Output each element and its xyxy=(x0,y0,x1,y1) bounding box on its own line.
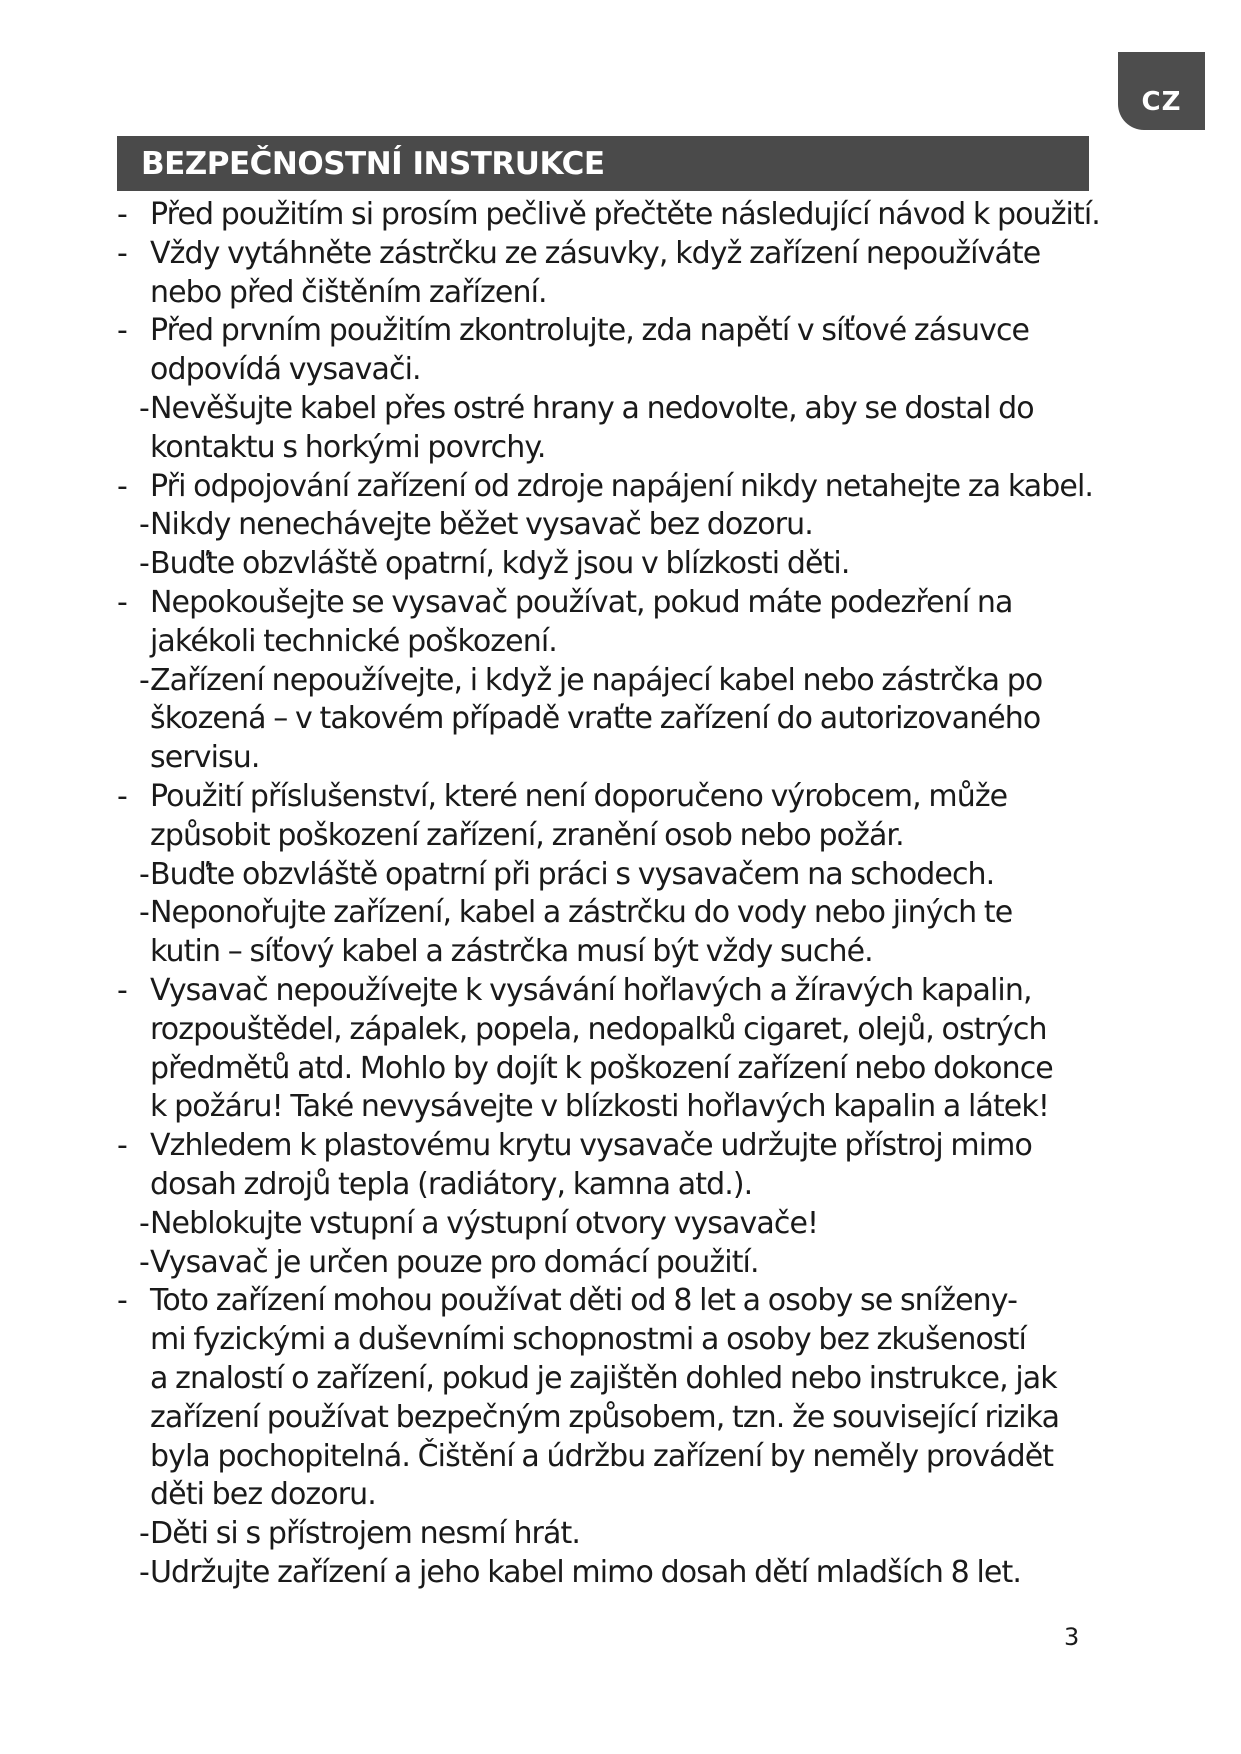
bullet-dash: - xyxy=(117,468,127,504)
instruction-text: Vzhledem k plastovému krytu vysavače udržujte přístroj mimo dosah zdrojů tepla (radiátory, kamna atd.). xyxy=(150,1128,1032,1202)
instruction-text: Nepokoušejte se vysavač používat, pokud máte podezření na jakékoli technické poškození. xyxy=(150,584,1013,659)
instruction-item xyxy=(110,235,1120,313)
instruction-item xyxy=(110,894,1120,972)
instruction-item xyxy=(110,1127,1120,1205)
instruction-text: Děti si s přístrojem nesmí hrát. xyxy=(150,1516,580,1552)
instruction-text: Použití příslušenství, které není doporučeno výrobcem, může způsobit poškození zařízení, zranění osob nebo požár. xyxy=(150,778,1008,853)
instruction-item xyxy=(110,1554,1120,1593)
bullet-dash: - xyxy=(139,662,149,698)
instruction-text: Při odpojování zařízení od zdroje napájení nikdy netahejte za kabel. xyxy=(150,468,1094,504)
section-heading-bar xyxy=(117,136,1089,191)
instruction-item xyxy=(110,1205,1120,1244)
bullet-dash: - xyxy=(117,197,127,232)
instruction-text: Vždy vytáhněte zástrčku ze zásuvky, když zařízení nepoužíváte nebo před čištěním zařízení. xyxy=(150,235,1041,310)
instruction-item xyxy=(110,584,1120,662)
instruction-item xyxy=(110,662,1120,778)
instruction-text: Vysavač nepoužívejte k vysávání hořlavých a žíravých kapalin, rozpouštědel, zápalek, popela, nedopalků cigaret, olejů, ostrých předmětů atd. Mohlo by dojít k poškození zařízení nebo dokonce k požáru! Také nevysávejte v blízkosti hořlavých kapalin a látek! xyxy=(150,972,1053,1125)
instruction-text: Toto zařízení mohou používat děti od 8 let a osoby se sníženy- mi fyzickými a duševními schopnostmi a osoby bez zkušeností a znalostí o zařízení, pokud je zajištěn dohled nebo instrukce, jak zařízení používat bezpečným způsobem, tzn. že související rizika byla pochopitelná. Čištění a údržbu zařízení by neměly provádět děti bez dozoru. xyxy=(150,1283,1060,1513)
bullet-dash: - xyxy=(117,584,127,620)
instruction-item xyxy=(110,545,1120,584)
bullet-dash: - xyxy=(139,1205,149,1241)
language-tab: CZ xyxy=(1118,52,1205,130)
instruction-text: Zařízení nepoužívejte, i když je napájecí kabel nebo zástrčka po škozená – v takovém případě vraťte zařízení do autorizovaného servisu. xyxy=(150,662,1043,776)
bullet-dash: - xyxy=(139,1244,149,1280)
instruction-item xyxy=(110,972,1120,1127)
instruction-text: Nevěšujte kabel přes ostré hrany a nedovolte, aby se dostal do kontaktu s horkými povrchy. xyxy=(150,390,1034,465)
instruction-item xyxy=(110,1282,1120,1515)
instruction-item xyxy=(110,778,1120,856)
bullet-dash: - xyxy=(117,972,127,1008)
instruction-item xyxy=(110,506,1120,545)
bullet-dash: - xyxy=(117,235,127,271)
bullet-dash: - xyxy=(139,1516,149,1552)
instruction-text: Před použitím si prosím pečlivě přečtěte následující návod k použití. xyxy=(150,197,1100,232)
instruction-text: Udržujte zařízení a jeho kabel mimo dosah dětí mladších 8 let. xyxy=(150,1554,1021,1590)
bullet-dash: - xyxy=(139,1554,149,1590)
section-title: BEZPEČNOSTNÍ INSTRUKCE xyxy=(141,145,605,182)
bullet-dash: - xyxy=(139,856,149,892)
instruction-item xyxy=(110,1515,1120,1554)
instruction-item xyxy=(110,196,1120,235)
instruction-text: Nikdy nenechávejte běžet vysavač bez dozoru. xyxy=(150,507,813,543)
bullet-dash: - xyxy=(117,1128,127,1164)
bullet-dash: - xyxy=(117,778,127,814)
instruction-text: Buďte obzvláště opatrní, když jsou v blízkosti děti. xyxy=(150,546,850,582)
instruction-item xyxy=(110,312,1120,390)
bullet-dash: - xyxy=(117,1283,127,1319)
instruction-item xyxy=(110,856,1120,895)
instruction-text: Buďte obzvláště opatrní při práci s vysavačem na schodech. xyxy=(150,856,995,892)
instruction-item xyxy=(110,390,1120,468)
page-number: 3 xyxy=(1064,1623,1080,1651)
bullet-dash: - xyxy=(139,546,149,582)
instruction-item xyxy=(110,1244,1120,1283)
bullet-dash: - xyxy=(139,507,149,543)
safety-instructions-list xyxy=(110,196,1120,1593)
bullet-dash: - xyxy=(139,390,149,426)
bullet-dash: - xyxy=(117,313,127,349)
instruction-text: Vysavač je určen pouze pro domácí použití. xyxy=(150,1244,759,1280)
instruction-text: Neblokujte vstupní a výstupní otvory vysavače! xyxy=(150,1205,819,1241)
instruction-text: Před prvním použitím zkontrolujte, zda napětí v síťové zásuvce odpovídá vysavači. xyxy=(150,313,1030,388)
bullet-dash: - xyxy=(139,895,149,931)
instruction-text: Neponořujte zařízení, kabel a zástrčku do vody nebo jiných te kutin – síťový kabel a zástrčka musí být vždy suché. xyxy=(150,895,1013,970)
instruction-item xyxy=(110,468,1120,507)
